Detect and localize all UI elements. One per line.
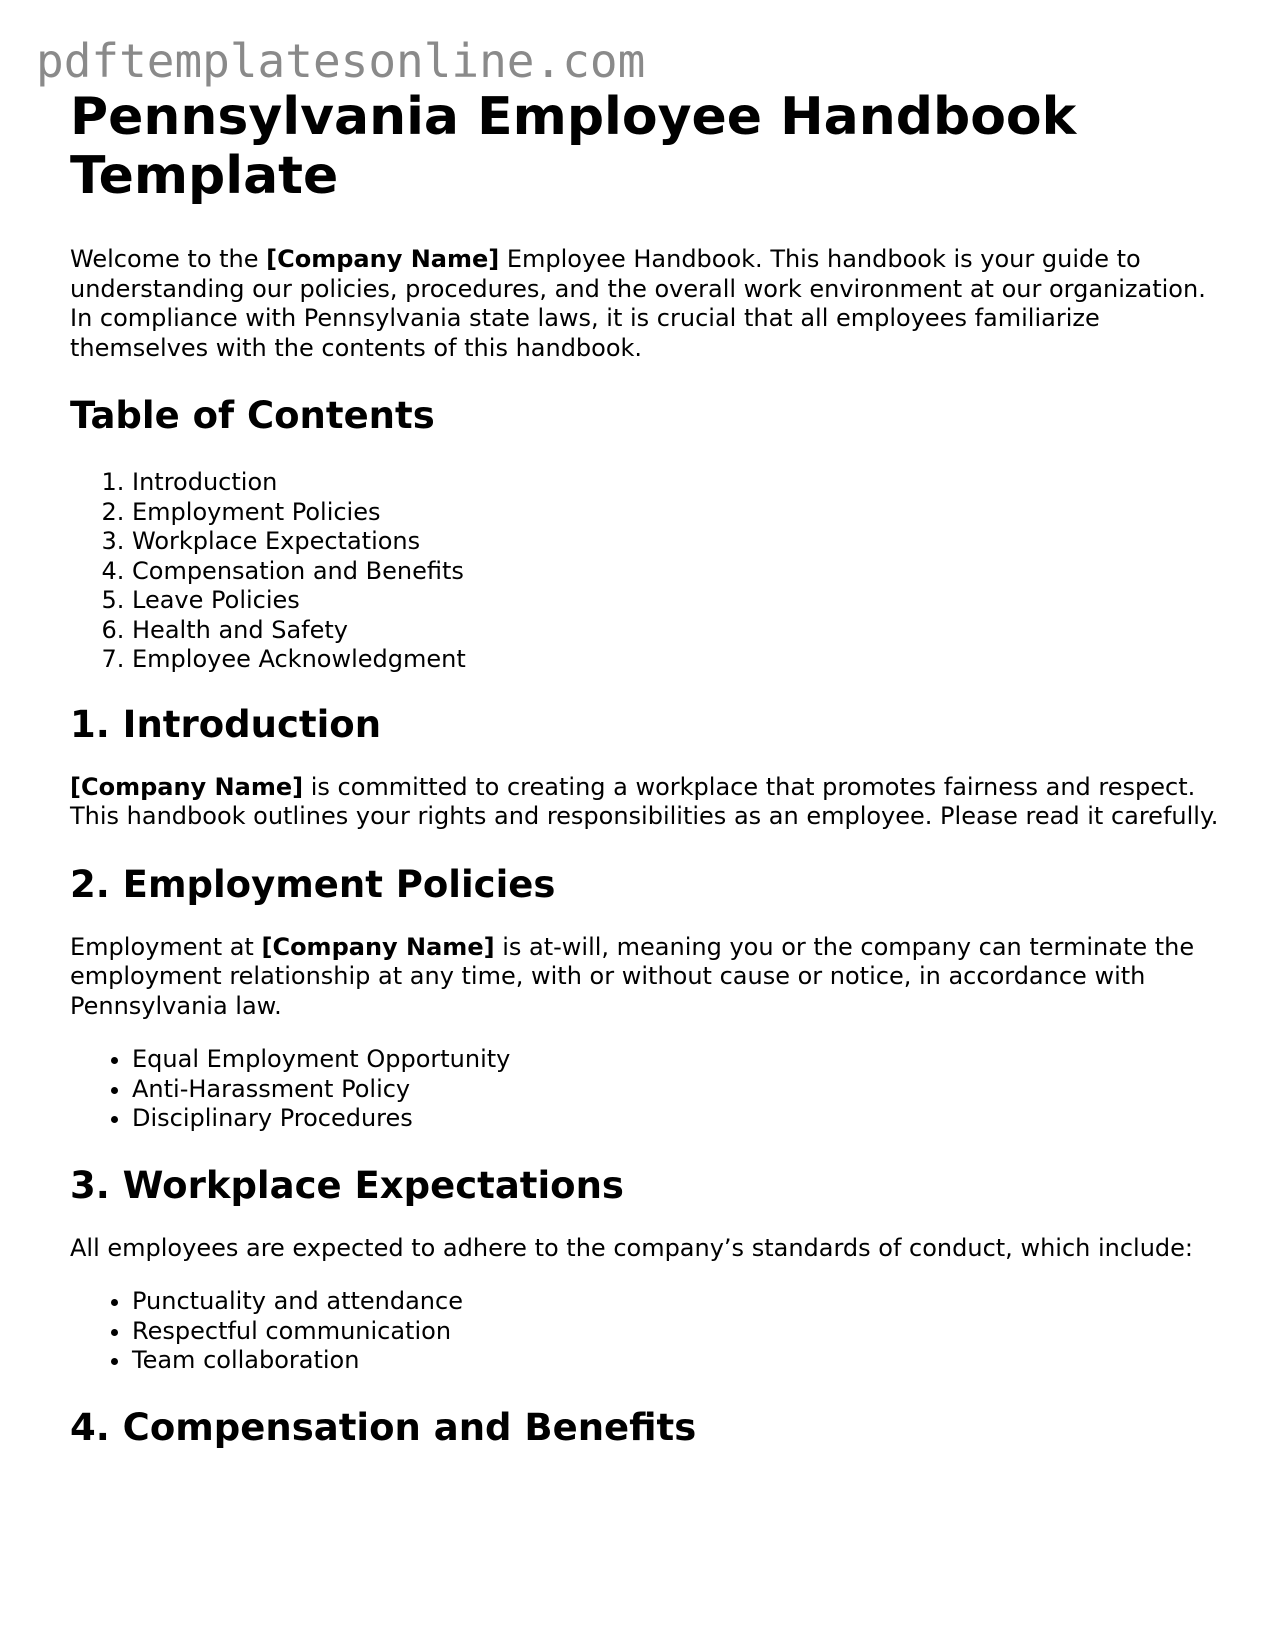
employment-text-post: is at-will, meaning you or the company can terminate the employment relationship at any time, with or without cause or notice, in accordance with Pennsylvania law. — [70, 932, 1195, 1020]
toc-item: 2. Employment Policies — [132, 498, 1220, 528]
section-heading-employment-policies: 2. Employment Policies — [70, 862, 556, 906]
employment-policies-paragraph — [70, 933, 1220, 1022]
list-item: • Disciplinary Procedures — [132, 1104, 1220, 1134]
company-name-placeholder: [Company Name] — [70, 772, 304, 801]
toc-list — [70, 468, 1220, 675]
intro-paragraph — [70, 245, 1220, 363]
introduction-text: is committed to creating a workplace that promotes fairness and respect. This handbook outlines your rights and responsibilities as an employee. Please read it carefully. — [70, 772, 1219, 830]
section-heading-introduction: 1. Introduction — [70, 702, 382, 746]
introduction-paragraph — [70, 773, 1220, 832]
section-heading-workplace-expectations: 3. Workplace Expectations — [70, 1163, 624, 1207]
company-name-placeholder: [Company Name] — [266, 245, 500, 273]
page-title: Pennsylvania Employee Handbook Template — [70, 87, 1077, 206]
list-item: • Equal Employment Opportunity — [132, 1045, 1220, 1075]
section-heading-compensation: 4. Compensation and Benefits — [70, 1405, 697, 1449]
employment-policies-list — [70, 1045, 1220, 1134]
toc-item: 1. Introduction — [132, 468, 1220, 498]
employment-text-pre: Employment at — [70, 932, 262, 961]
toc-item: 4. Compensation and Benefits — [132, 557, 1220, 587]
intro-text-post: Employee Handbook. This handbook is your guide to understanding our policies, procedures, and the overall work environment at our organization. In compliance with Pennsylvania state laws, it is crucial that all employees familiarize themselves with the contents of this handbook. — [70, 245, 1206, 362]
list-item: • Respectful communication — [132, 1317, 1220, 1347]
toc-item: 6. Health and Safety — [132, 616, 1220, 646]
toc-item: 7. Employee Acknowledgment — [132, 645, 1220, 675]
workplace-expectations-list — [70, 1287, 1220, 1376]
intro-text-pre: Welcome to the — [70, 245, 267, 273]
list-item: • Anti-Harassment Policy — [132, 1075, 1220, 1105]
list-item: • Punctuality and attendance — [132, 1287, 1220, 1317]
toc-item: 3. Workplace Expectations — [132, 527, 1220, 557]
watermark-text: pdftemplatesonline.com — [36, 34, 646, 88]
workplace-expectations-paragraph: All employees are expected to adhere to the company’s standards of conduct, which include: — [70, 1233, 1194, 1262]
document-body — [70, 88, 1220, 1476]
list-item: • Team collaboration — [132, 1346, 1220, 1376]
toc-heading: Table of Contents — [70, 394, 435, 437]
company-name-placeholder: [Company Name] — [261, 932, 495, 961]
toc-item: 5. Leave Policies — [132, 586, 1220, 616]
